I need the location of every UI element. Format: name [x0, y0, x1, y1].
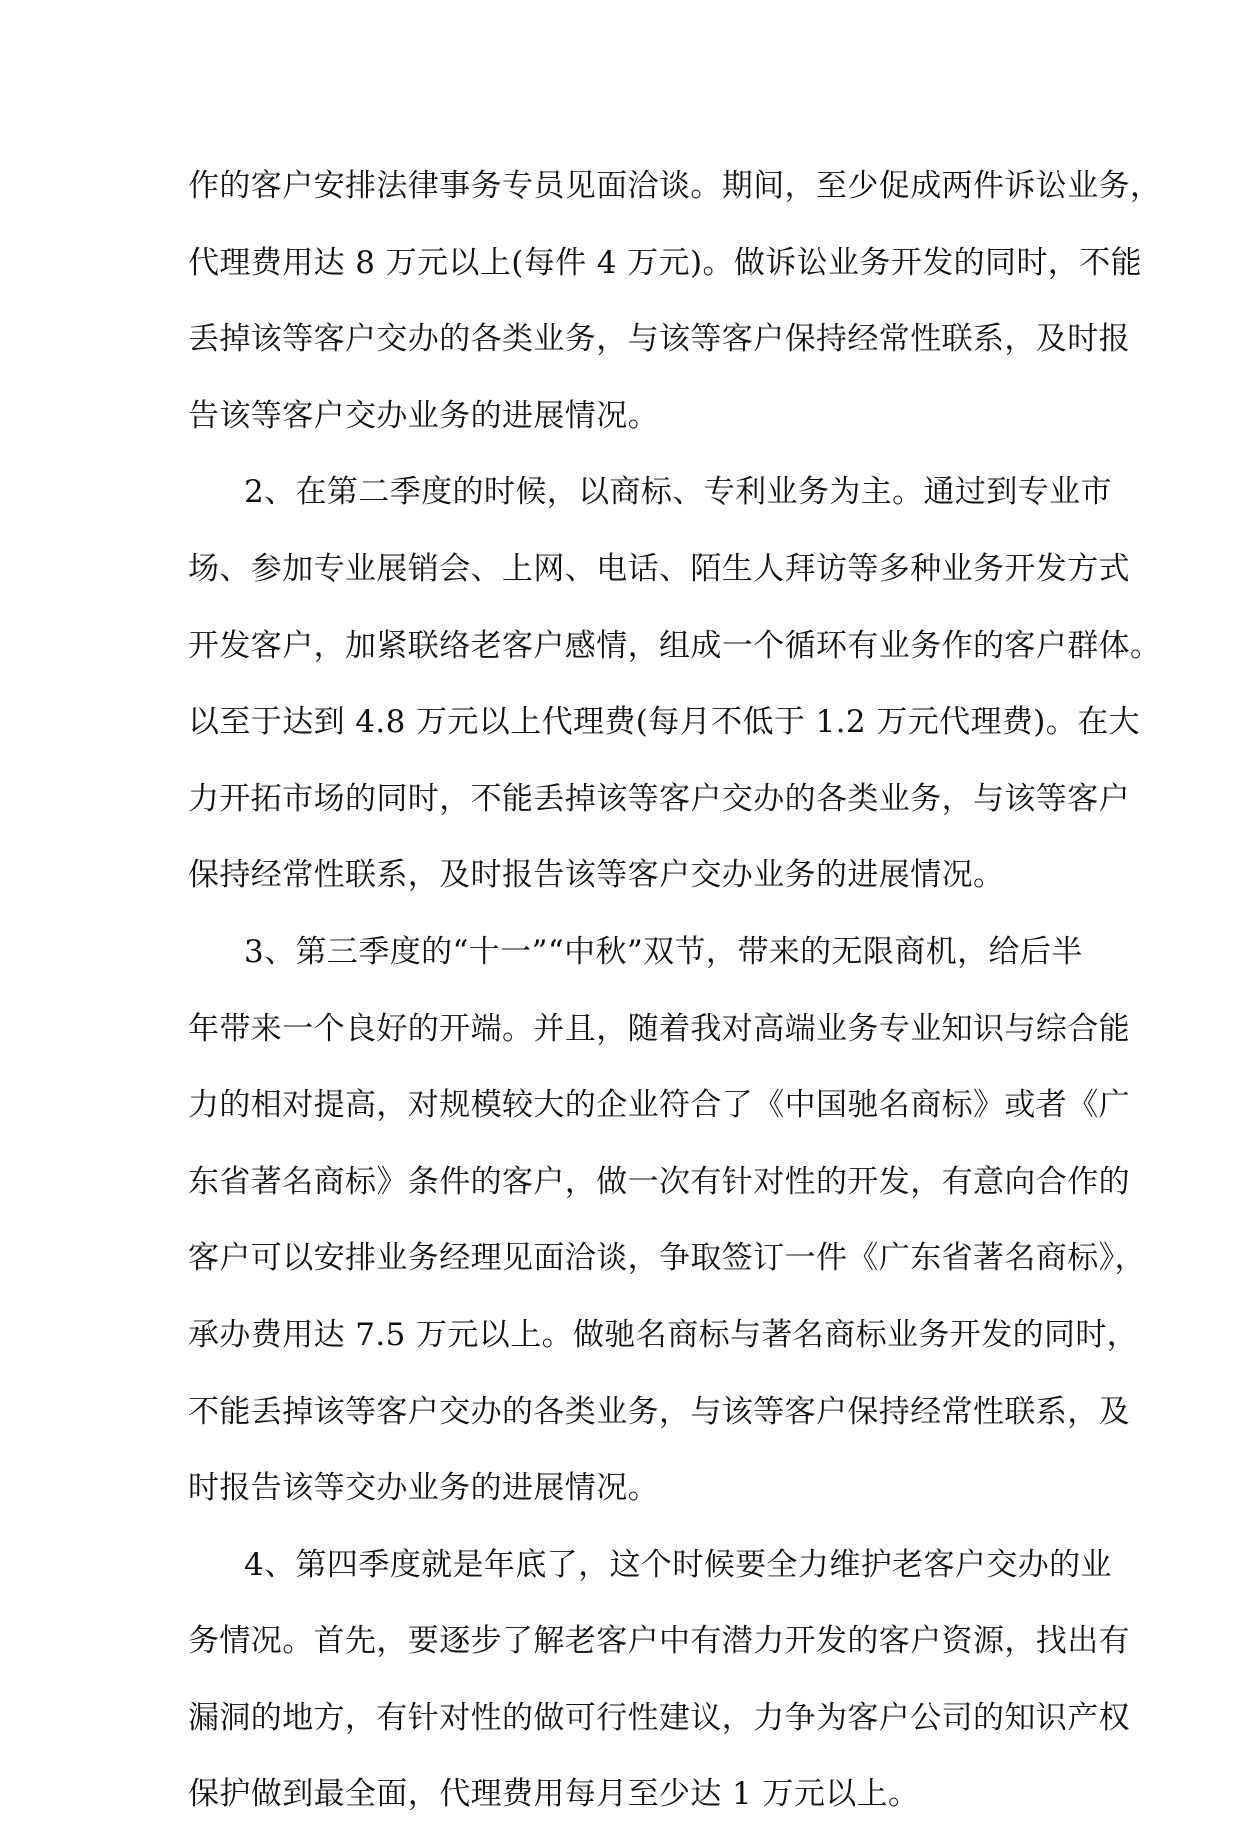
- paragraph-q3: [188, 914, 1146, 1527]
- text-line: 不能丢掉该等客户交办的各类业务，与该等客户保持经常性联系，及: [188, 1393, 1130, 1430]
- paragraph-q2: [188, 454, 1162, 914]
- paragraph-intro-continued: [188, 148, 1162, 454]
- text-line: 丢掉该等客户交办的各类业务，与该等客户保持经常性联系，及时报: [188, 321, 1130, 358]
- text-line: 年带来一个良好的开端。并且，随着我对高端业务专业知识与综合能: [188, 1010, 1130, 1047]
- text-line: 客户可以安排业务经理见面洽谈，争取签订一件《广东省著名商标》，: [188, 1240, 1146, 1277]
- text-line: 保持经常性联系，及时报告该等客户交办业务的进展情况。: [188, 857, 1005, 894]
- text-line: 3、第三季度的“十一”“中秋”双节，带来的无限商机，给后半: [244, 933, 1083, 970]
- text-line: 告该等客户交办业务的进展情况。: [188, 397, 659, 434]
- text-line: 保护做到最全面，代理费用每月至少达 1 万元以上。: [188, 1776, 920, 1813]
- text-line: 东省著名商标》条件的客户，做一次有针对性的开发，有意向合作的: [188, 1163, 1130, 1200]
- text-line: 承办费用达 7.5 万元以上。做驰名商标与著名商标业务开发的同时，: [188, 1316, 1139, 1353]
- text-line: 开发客户，加紧联络老客户感情，组成一个循环有业务作的客户群体。: [188, 627, 1162, 664]
- text-line: 场、参加专业展销会、上网、电话、陌生人拜访等多种业务开发方式: [188, 550, 1130, 587]
- text-line: 时报告该等交办业务的进展情况。: [188, 1470, 659, 1507]
- text-line: 以至于达到 4.8 万元以上代理费(每月不低于 1.2 万元代理费)。在大: [188, 704, 1141, 741]
- text-line: 2、在第二季度的时候，以商标、专利业务为主。通过到专业市: [244, 474, 1112, 511]
- text-line: 4、第四季度就是年底了，这个时候要全力维护老客户交办的业: [244, 1546, 1112, 1583]
- text-line: 力开拓市场的同时，不能丢掉该等客户交办的各类业务，与该等客户: [188, 780, 1130, 817]
- text-line: 代理费用达 8 万元以上(每件 4 万元)。做诉讼业务开发的同时，不能: [188, 244, 1143, 281]
- document-body: [188, 148, 1162, 1833]
- text-line: 力的相对提高，对规模较大的企业符合了《中国驰名商标》或者《广: [188, 1087, 1130, 1124]
- text-line: 务情况。首先，要逐步了解老客户中有潜力开发的客户资源，找出有: [188, 1623, 1130, 1660]
- text-line: 漏洞的地方，有针对性的做可行性建议，力争为客户公司的知识产权: [188, 1699, 1130, 1736]
- text-line: 作的客户安排法律事务专员见面洽谈。期间，至少促成两件诉讼业务，: [188, 168, 1162, 204]
- paragraph-q4: [188, 1527, 1130, 1833]
